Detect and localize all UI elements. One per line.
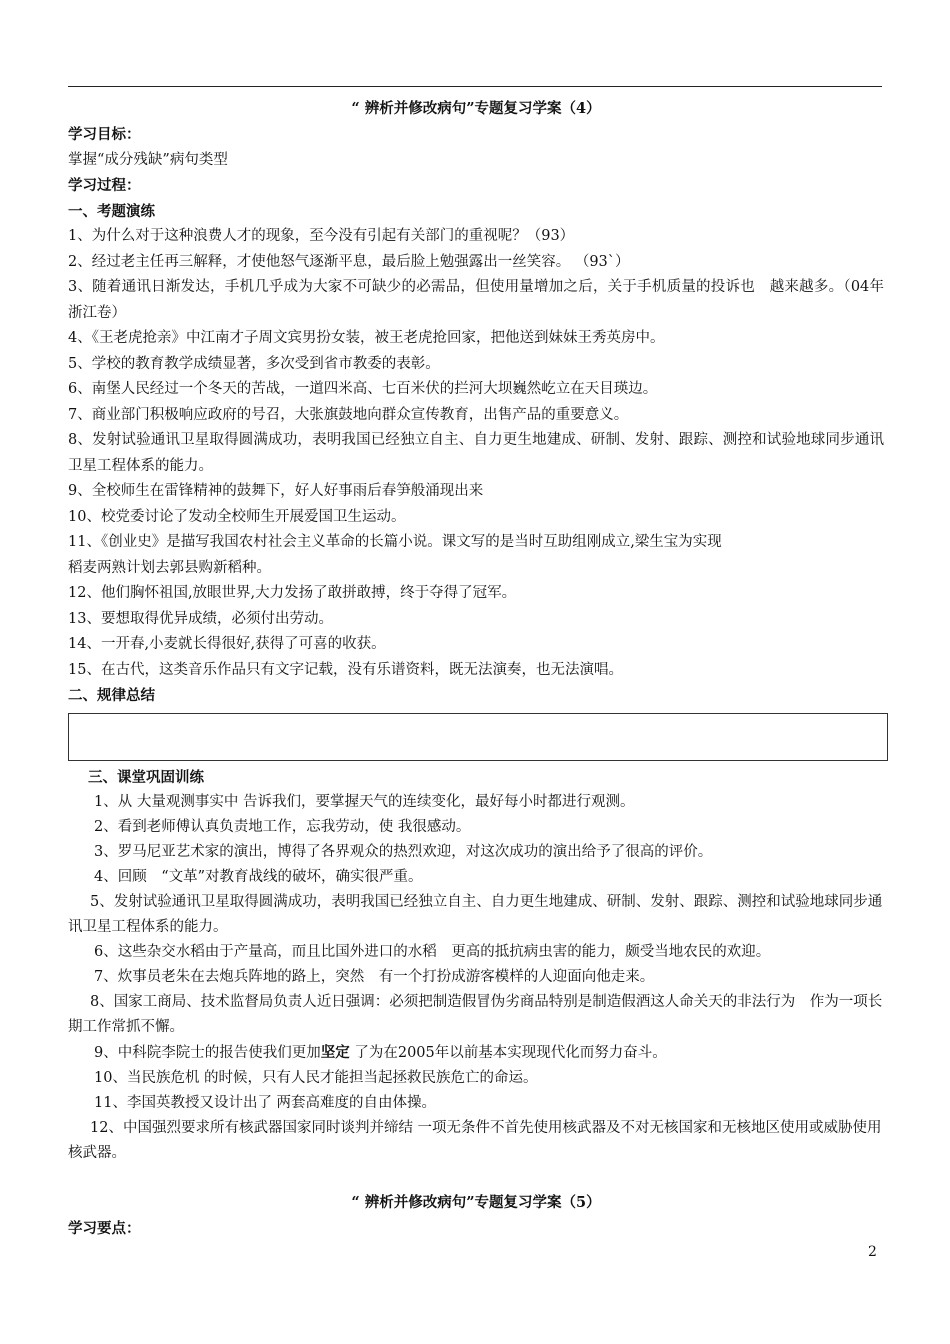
exercise-item: 11、《创业史》是描写我国农村社会主义革命的长篇小说。课文写的是当时互助组刚成立,梁生宝为实现 xyxy=(68,534,722,550)
practice-item: 10、当民族危机 的时候，只有人民才能担当起拯救民族危亡的命运。 xyxy=(94,1070,538,1086)
objectives-label: 学习目标： xyxy=(68,126,141,143)
practice-list xyxy=(68,790,884,890)
exercise-item: 15、在古代，这类音乐作品只有文字记载，没有乐谱资料，既无法演奏，也无法演唱。 xyxy=(68,661,623,678)
practice-item: 3、罗马尼亚艺术家的演出，博得了各界观众的热烈欢迎，对这次成功的演出给予了很高的评价。 xyxy=(94,844,713,860)
section-heading-2: 二、规律总结 xyxy=(68,687,155,704)
practice-item: 12、中国强烈要求所有核武器国家同时谈判并缔结 一项无条件不首先使用核武器及不对无核国家和无核地区使用或威胁使用核武器。 xyxy=(68,1120,882,1161)
practice-9-part-b: 了为在2005年以前基本实现现代化而努力奋斗。 xyxy=(349,1045,667,1061)
practice-item: 6、这些杂交水稻由于产量高，而且比国外进口的水稻 更高的抵抗病虫害的能力，颇受当地农民的欢迎。 xyxy=(94,944,771,960)
practice-9-bold: 坚定 xyxy=(320,1044,350,1061)
exercise-item: 8、发射试验通讯卫星取得圆满成功，表明我国已经独立自主、自力更生地建成、研制、发射、跟踪、测控和试验地球同步通讯卫星工程体系的能力。 xyxy=(68,432,884,474)
exercise-item: 2、经过老主任再三解释，才使他怒气逐渐平息，最后脸上勉强露出一丝笑容。 （93`） xyxy=(68,253,630,270)
section-heading-1: 一、考题演练 xyxy=(68,202,155,220)
spacer xyxy=(68,1166,884,1190)
exercise-list xyxy=(68,224,884,683)
practice-list-wide-2 xyxy=(68,990,884,1040)
practice-list-wide-3 xyxy=(68,1116,884,1166)
header-rule xyxy=(68,86,882,87)
practice-item: 7、炊事员老朱在去炮兵阵地的路上，突然 有一个打扮成游客模样的人迎面向他走来。 xyxy=(94,969,655,985)
exercise-item: 7、商业部门积极响应政府的号召，大张旗鼓地向群众宣传教育，出售产品的重要意义。 xyxy=(68,406,629,423)
doc-title-4: “ 辨析并修改病句”专题复习学案（4） xyxy=(351,100,601,117)
exercise-item: 6、南堡人民经过一个冬天的苦战，一道四米高、七百米伏的拦河大坝巍然屹立在天目瑛边。 xyxy=(68,381,658,397)
practice-item: 11、李国英教授又设计出了 两套高难度的自由体操。 xyxy=(94,1095,437,1111)
page-number: 2 xyxy=(868,1244,877,1260)
exercise-item: 9、全校师生在雷锋精神的鼓舞下，好人好事雨后春笋般涌现出来 xyxy=(68,483,484,499)
exercise-item: 10、校党委讨论了发动全校师生开展爱国卫生运动。 xyxy=(68,508,406,525)
exercise-item: 稻麦两熟计划去郭县购新稻种。 xyxy=(68,559,271,576)
section-heading-3: 三、课堂巩固训练 xyxy=(88,768,204,786)
practice-item: 4、回顾 “文革”对教育战线的破坏，确实很严重。 xyxy=(94,869,423,885)
document-page xyxy=(68,96,884,1242)
practice-list-wide xyxy=(68,890,884,940)
exercise-item: 12、他们胸怀祖国,放眼世界,大力发扬了敢拼敢搏，终于夺得了冠军。 xyxy=(68,585,517,601)
exercise-item: 5、学校的教育教学成绩显著，多次受到省市教委的表彰。 xyxy=(68,355,440,372)
doc-title-5: “ 辨析并修改病句”专题复习学案（5） xyxy=(351,1194,601,1211)
exercise-item: 13、要想取得优异成绩，必须付出劳动。 xyxy=(68,610,333,627)
exercise-item: 14、一开春,小麦就长得很好,获得了可喜的收获。 xyxy=(68,636,386,652)
exercise-item: 4、《王老虎抢亲》中江南才子周文宾男扮女装，被王老虎抢回家，把他送到妹妹王秀英房中。 xyxy=(68,330,665,346)
exercise-item: 1、为什么对于这种浪费人才的现象，至今没有引起有关部门的重视呢？（93） xyxy=(68,228,575,244)
practice-item: 1、从 大量观测事实中 告诉我们，要掌握天气的连续变化，最好每小时都进行观测。 xyxy=(94,794,635,810)
summary-answer-box xyxy=(68,713,888,761)
practice-item: 2、看到老师傅认真负责地工作，忘我劳动，使 我很感动。 xyxy=(94,819,471,835)
practice-item: 5、发射试验通讯卫星取得圆满成功，表明我国已经独立自主、自力更生地建成、研制、发射、跟踪、测控和试验地球同步通讯卫星工程体系的能力。 xyxy=(68,894,883,935)
practice-list-3 xyxy=(68,1040,884,1116)
practice-item-9 xyxy=(94,1040,884,1066)
objectives-text: 掌握“成分残缺”病句类型 xyxy=(68,151,228,168)
practice-item: 8、国家工商局、技术监督局负责人近日强调：必须把制造假冒伪劣商品特别是制造假酒这人命关天的非法行为 作为一项长期工作常抓不懈。 xyxy=(68,994,883,1035)
practice-9-part-a: 9、中科院李院士的报告使我们更加 xyxy=(94,1045,321,1061)
exercise-item: 3、随着通讯日渐发达，手机几乎成为大家不可缺少的必需品，但使用量增加之后，关于手机质量的投诉也 越来越多。（04年浙江卷） xyxy=(68,279,884,321)
practice-list-2 xyxy=(68,940,884,990)
process-label: 学习过程： xyxy=(68,177,141,194)
keypoints-label: 学习要点： xyxy=(68,1220,141,1237)
